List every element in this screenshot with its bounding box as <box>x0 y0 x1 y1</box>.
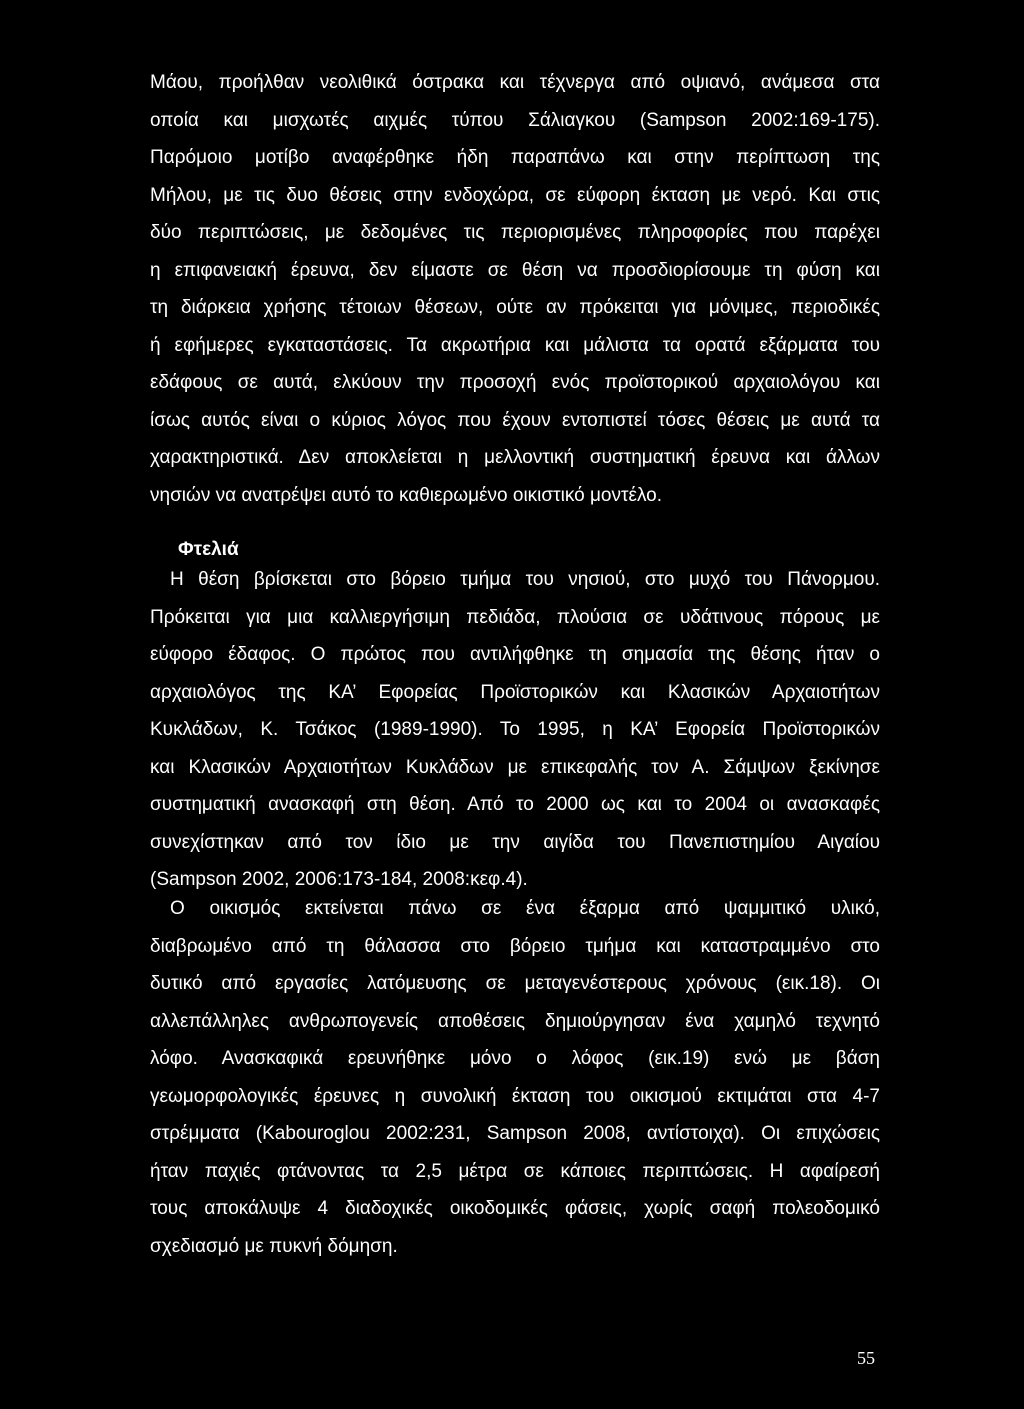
text-line: διαβρωμένο από τη θάλασσα στο βόρειο τμήμα και καταστραμμένο στο <box>150 935 880 957</box>
paragraph-2 <box>150 561 880 899</box>
text-line: Η θέση βρίσκεται στο βόρειο τμήμα του νησιού, στο μυχό του Πάνορμου. <box>170 569 880 590</box>
text-line: στρέμματα (Kabouroglou 2002:231, Sampson 2008, αντίστοιχα). Οι επιχώσεις <box>150 1123 880 1144</box>
section-heading: Φτελιά <box>178 539 239 560</box>
text-line: τη διάρκεια χρήσης τέτοιων θέσεων, ούτε αν πρόκειται για μόνιμες, περιοδικές <box>150 297 880 318</box>
text-line: Ο οικισμός εκτείνεται πάνω σε ένα έξαρμα από ψαμμιτικό υλικό, <box>170 898 880 919</box>
text-line: ίσως αυτός είναι ο κύριος λόγος που έχουν εντοπιστεί τόσες θέσεις με αυτά τα <box>150 409 880 431</box>
text-line: δυτικό από εργασίες λατόμευσης σε μεταγενέστερους χρόνους (εικ.18). Οι <box>150 973 880 994</box>
text-line: λόφο. Ανασκαφικά ερευνήθηκε μόνο ο λόφος (εικ.19) ενώ με βάση <box>150 1048 880 1069</box>
text-line: τους αποκάλυψε 4 διαδοχικές οικοδομικές φάσεις, χωρίς σαφή πολεοδομικό <box>150 1198 880 1219</box>
text-line: και Κλασικών Αρχαιοτήτων Κυκλάδων με επικεφαλής τον Α. Σάμψων ξεκίνησε <box>150 756 880 778</box>
text-line: δύο περιπτώσεις, με δεδομένες τις περιορισμένες πληροφορίες που παρέχει <box>150 222 880 243</box>
text-line: (Sampson 2002, 2006:173-184, 2008:κεφ.4). <box>150 869 528 890</box>
text-line: Πρόκειται για μια καλλιεργήσιμη πεδιάδα, πλούσια σε υδάτινους πόρους με <box>150 606 880 628</box>
text-line: Μάου, προήλθαν νεολιθικά όστρακα και τέχνεργα από οψιανό, ανάμεσα στα <box>150 72 880 93</box>
text-line: Παρόμοιο μοτίβο αναφέρθηκε ήδη παραπάνω και στην περίπτωση της <box>150 147 880 168</box>
text-line: συστηματική ανασκαφή στη θέση. Από το 2000 ως και το 2004 οι ανασκαφές <box>150 794 880 815</box>
text-line: εύφορο έδαφος. Ο πρώτος που αντιλήφθηκε τη σημασία της θέσης ήταν ο <box>150 644 880 665</box>
text-line: γεωμορφολογικές έρευνες η συνολική έκταση του οικισμού εκτιμάται στα 4-7 <box>150 1085 880 1107</box>
paragraph-1 <box>150 64 880 514</box>
text-line: αρχαιολόγος της ΚΑ’ Εφορείας Προϊστορικών και Κλασικών Αρχαιοτήτων <box>150 681 880 703</box>
text-line: Μήλου, με τις δυο θέσεις στην ενδοχώρα, σε εύφορη έκταση με νερό. Και στις <box>150 184 880 206</box>
text-line: οποία και μισχωτές αιχμές τύπου Σάλιαγκου (Sampson 2002:169-175). <box>150 109 880 131</box>
text-line: ή εφήμερες εγκαταστάσεις. Τα ακρωτήρια και μάλιστα τα ορατά εξάρματα του <box>150 334 880 356</box>
text-line: νησιών να ανατρέψει αυτό το καθιερωμένο οικιστικό μοντέλο. <box>150 484 663 506</box>
text-line: συνεχίστηκαν από τον ίδιο με την αιγίδα του Πανεπιστημίου Αιγαίου <box>150 831 880 853</box>
text-line: ήταν παχιές φτάνοντας τα 2,5 μέτρα σε κάποιες περιπτώσεις. Η αφαίρεσή <box>150 1160 880 1182</box>
text-line: Κυκλάδων, Κ. Τσάκος (1989-1990). Το 1995, η ΚΑ’ Εφορεία Προϊστορικών <box>150 719 880 740</box>
page-number: 55 <box>857 1348 875 1368</box>
paragraph-3 <box>150 890 880 1265</box>
text-line: εδάφους σε αυτά, ελκύουν την προσοχή ενός προϊστορικού αρχαιολόγου και <box>150 372 880 393</box>
text-line: χαρακτηριστικά. Δεν αποκλείεται η μελλοντική συστηματική έρευνα και άλλων <box>150 447 880 468</box>
text-line: σχεδιασμό με πυκνή δόμηση. <box>150 1235 398 1257</box>
text-line: αλλεπάλληλες ανθρωπογενείς αποθέσεις δημιούργησαν ένα χαμηλό τεχνητό <box>150 1010 880 1032</box>
text-line: η επιφανειακή έρευνα, δεν είμαστε σε θέση να προσδιορίσουμε τη φύση και <box>150 259 880 281</box>
